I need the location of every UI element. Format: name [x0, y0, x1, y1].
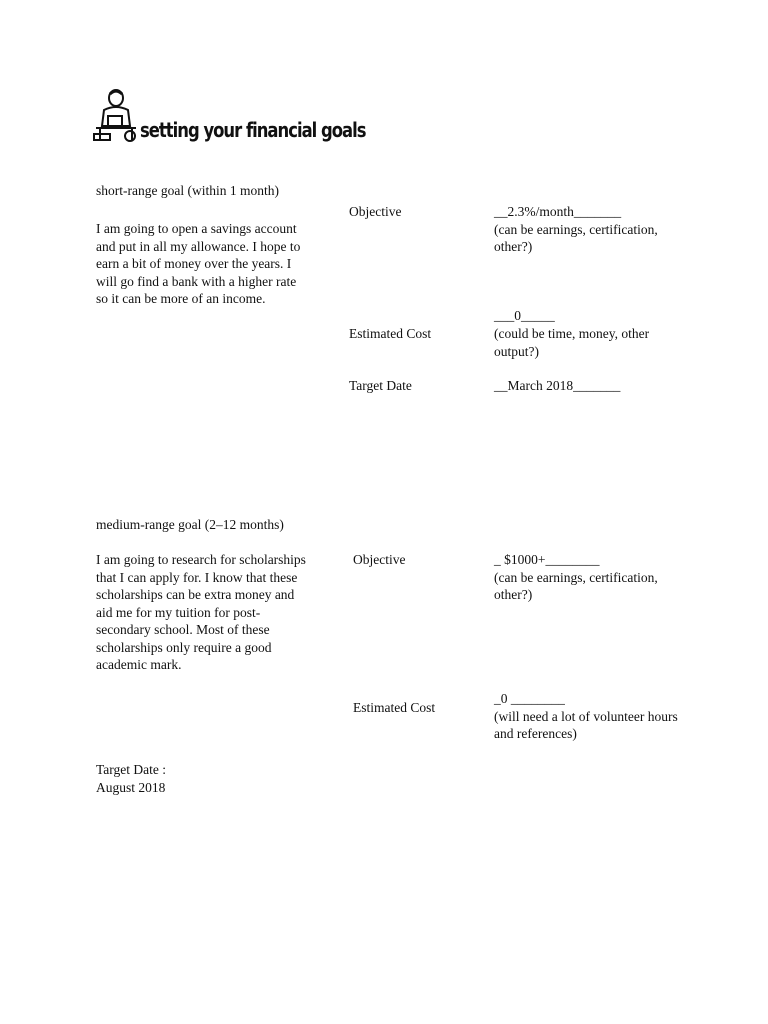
short-cost-value: ___0_____: [494, 308, 555, 323]
medium-objective-field: [494, 551, 658, 604]
description-line: scholarships can be extra money and: [96, 587, 295, 602]
description-line: that I can apply for. I know that these: [96, 569, 298, 585]
medium-date-label: Target Date :: [96, 762, 167, 777]
description-line: so it can be more of an income.: [96, 291, 266, 306]
medium-date-value: August 2018: [96, 779, 166, 795]
short-range-description: [96, 220, 300, 308]
description-line: scholarships only require a good: [96, 639, 272, 655]
page-title: setting your financial goals: [140, 118, 366, 142]
medium-objective-value: _ $1000+________: [494, 552, 600, 567]
medium-objective-hint: (can be earnings, certification,: [494, 569, 658, 585]
medium-cost-hint: and references): [494, 726, 577, 741]
medium-cost-label: Estimated Cost: [353, 700, 436, 715]
short-cost-hint-line: output?): [494, 343, 539, 359]
medium-cost-value: _0 ________: [494, 691, 565, 706]
description-line: secondary school. Most of these: [96, 622, 270, 637]
medium-range-heading: medium-range goal (2–12 months): [96, 517, 284, 532]
short-objective-label: Objective: [349, 204, 402, 219]
medium-objective-label: Objective: [353, 552, 406, 567]
description-line: will go find a bank with a higher rate: [96, 273, 297, 289]
description-line: aid me for my tuition for post-: [96, 604, 261, 620]
description-line: I am going to research for scholarships: [96, 552, 306, 567]
medium-cost-field: [494, 690, 678, 743]
short-cost-hint: [494, 325, 649, 360]
description-line: I am going to open a savings account: [96, 221, 297, 236]
short-objective-field: [494, 203, 658, 256]
medium-target-date: [96, 761, 166, 796]
short-cost-hint-line: (could be time, money, other: [494, 326, 650, 341]
medium-objective-hint: other?): [494, 587, 533, 602]
description-line: and put in all my allowance. I hope to: [96, 238, 301, 254]
short-objective-hint: (can be earnings, certification,: [494, 221, 658, 237]
person-reading-desk-icon: [90, 88, 142, 146]
short-date-value: __March 2018_______: [494, 378, 621, 393]
short-objective-hint: other?): [494, 239, 533, 254]
description-line: earn a bit of money over the years. I: [96, 256, 292, 271]
short-cost-label: Estimated Cost: [349, 326, 432, 341]
description-line: academic mark.: [96, 657, 182, 672]
medium-range-description: [96, 551, 306, 674]
short-objective-value: __2.3%/month_______: [494, 204, 622, 219]
short-range-heading: short-range goal (within 1 month): [96, 183, 279, 198]
medium-cost-hint: (will need a lot of volunteer hours: [494, 708, 678, 724]
short-date-label: Target Date: [349, 378, 412, 393]
